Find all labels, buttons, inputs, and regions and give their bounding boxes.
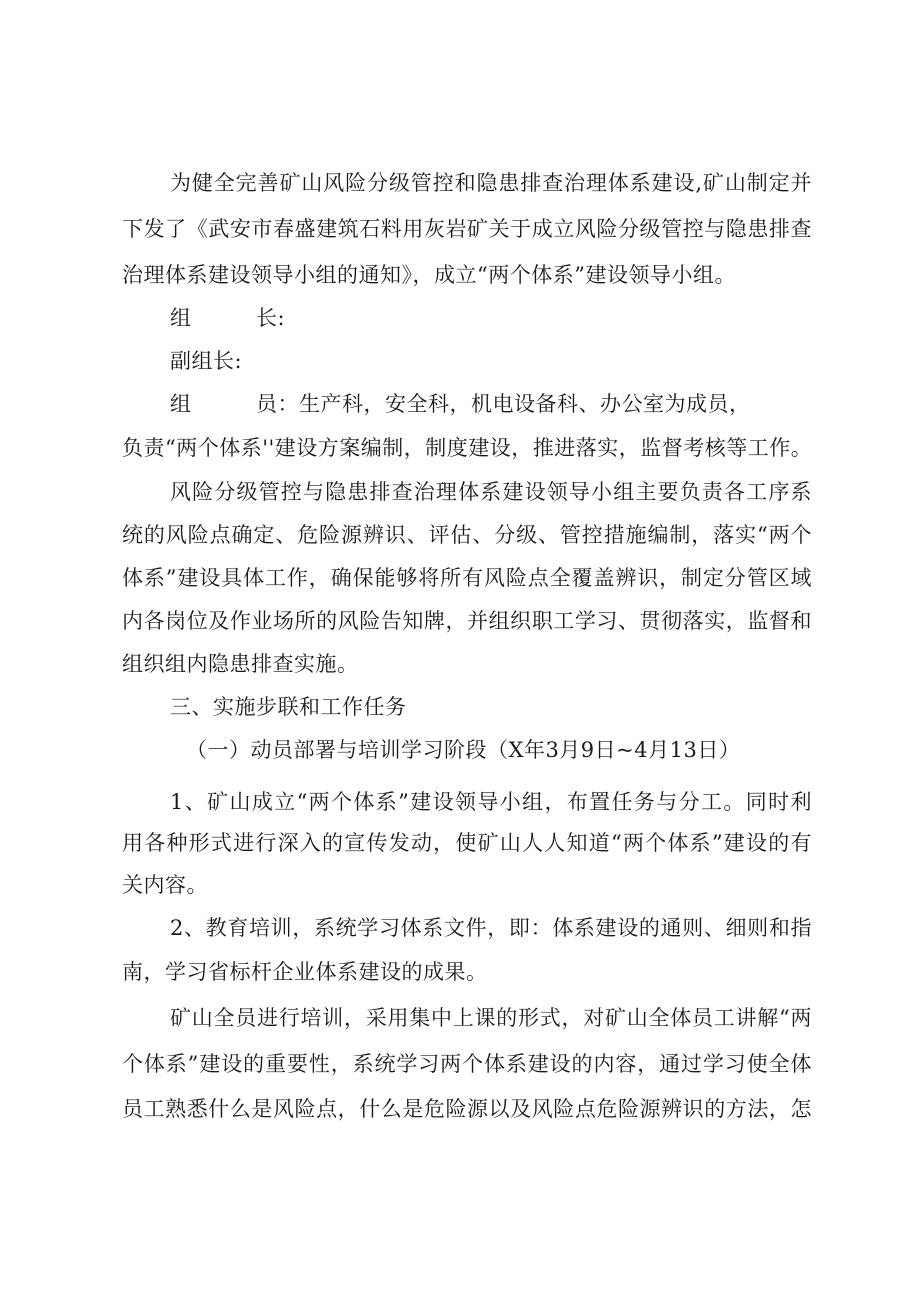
duty-line-2: 统的风险点确定、危险源辨识、评估、分级、管控措施编制，落实“两个	[122, 523, 812, 547]
item-2-line-2: 南，学习省标杆企业体系建设的成果。	[122, 960, 488, 984]
intro-line-1: 为健全完善矿山风险分级管控和隐患排查治理体系建设,矿山制定并	[170, 171, 812, 195]
members-duty-line: 负责“两个体系''建设方案编制，制度建设，推进落实，监督考核等工作。	[122, 436, 813, 460]
intro-line-2: 下发了《武安市春盛建筑石料用灰岩矿关于成立风险分级管控与隐患排查	[122, 217, 812, 241]
leader-line: 组 长:	[170, 306, 286, 330]
stage-heading: （一）动员部署与培训学习阶段（X年3月9日~4月13日）	[186, 738, 741, 762]
members-line: 组 员：生产科，安全科，机电设备科、办公室为成员，	[170, 392, 751, 416]
training-line-1: 矿山全员进行培训，采用集中上课的形式，对矿山全体员工讲解“两	[170, 1006, 812, 1030]
item-1-line-1: 1、矿山成立“两个体系”建设领导小组，布置任务与分工。同时利	[170, 790, 812, 814]
item-1-line-3: 关内容。	[122, 873, 208, 897]
duty-line-4: 内各岗位及作业场所的风险告知牌，并组织职工学习、贯彻落实，监督和	[122, 609, 812, 633]
item-2-line-1: 2、教育培训，系统学习体系文件，即：体系建设的通则、细则和指	[170, 916, 812, 940]
deputy-leader-line: 副组长:	[170, 349, 243, 373]
training-line-2: 个体系”建设的重要性，系统学习两个体系建设的内容，通过学习使全体	[122, 1052, 812, 1076]
section-heading: 三、实施步联和工作任务	[170, 695, 407, 719]
duty-line-5: 组织组内隐患排查实施。	[122, 652, 359, 676]
duty-line-1: 风险分级管控与隐患排查治理体系建设领导小组主要负责各工序系	[170, 480, 812, 504]
intro-line-3: 治理体系建设领导小组的通知》，成立“两个体系”建设领导小组。	[122, 263, 736, 287]
training-line-3: 员工熟悉什么是风险点，什么是危险源以及风险点危险源辨识的方法，怎	[122, 1097, 812, 1121]
duty-line-3: 体系”建设具体工作，确保能够将所有风险点全覆盖辨识，制定分管区域	[122, 566, 812, 590]
item-1-line-2: 用各种形式进行深入的宣传发动，使矿山人人知道“两个体系”建设的有	[122, 831, 812, 855]
